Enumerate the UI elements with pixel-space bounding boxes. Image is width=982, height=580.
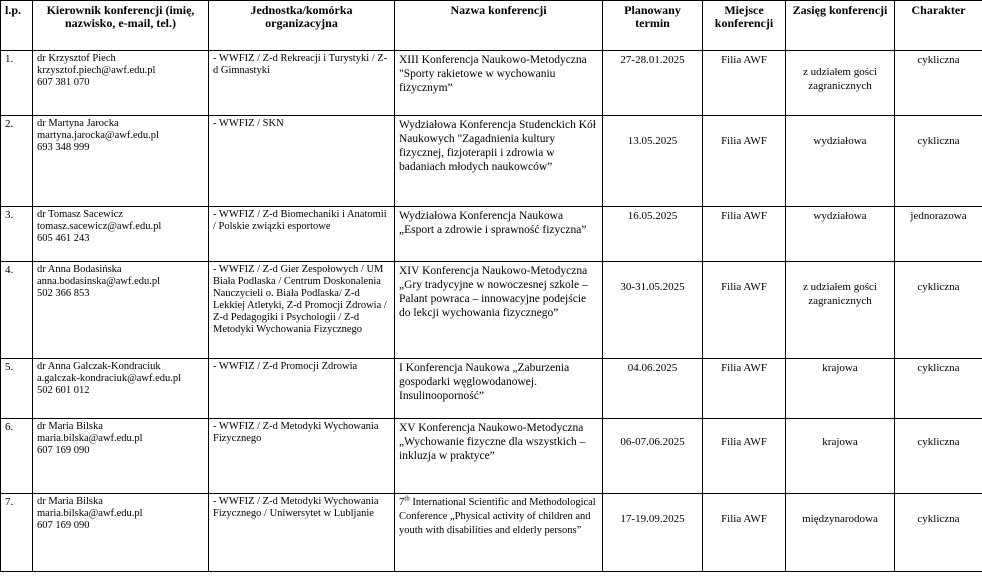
conference-scope: wydziałowa [786,207,895,262]
conference-place: Filia AWF [703,207,786,262]
header-zasieg: Zasięg konferencji [786,1,895,51]
table-row [1,262,982,359]
header-jednostka: Jednostka/komórka organizacyjna [209,1,395,51]
unit-cell: - WWFIZ / Z-d Promocji Zdrowia [209,359,395,419]
unit-cell: - WWFIZ / SKN [209,116,395,207]
unit-cell: - WWFIZ / Z-d Biomechaniki i Anatomii / Polskie związki esportowe [209,207,395,262]
conference-place: Filia AWF [703,359,786,419]
table-row [1,207,982,262]
organizer-name: dr Anna Galczak-Kondraciuk [37,361,161,372]
header-lp: l.p. [1,1,33,51]
row-number: 1. [1,51,33,116]
row-number: 2. [1,116,33,207]
conference-scope: krajowa [786,359,895,419]
unit-cell: - WWFIZ / Z-d Gier Zespołowych / UM Biała Podlaska / Centrum Doskonalenia Nauczycieli o. Biała Podlaska/ Z-d Lekkiej Atletyki, Z-d Promocji Zdrowia / Z-d Pedagogiki i Psychologii / Z-d Metodyki Wychowania Fizycznego [209,262,395,359]
organizer-email: krzysztof.piech@awf.edu.pl [37,65,156,76]
conference-title: International Scientific and Methodological Conference „Physical activity of children and youth with disabilities and elderly persons” [399,497,596,536]
conference-name: XIII Konferencja Naukowo-Metodyczna "Sporty rakietowe w wychowaniu fizycznym” [395,51,603,116]
organizer-email: a.galczak-kondraciuk@awf.edu.pl [37,373,182,384]
planned-date: 06-07.06.2025 [603,419,703,494]
organizer-cell [33,51,209,116]
conference-name: Wydziałowa Konferencja Naukowa „Esport a zdrowie i sprawność fizyczna” [395,207,603,262]
conference-character: cykliczna [895,116,982,207]
unit-cell: - WWFIZ / Z-d Metodyki Wychowania Fizycznego / Uniwersytet w Lublјanie [209,494,395,572]
organizer-email: martyna.jarocka@awf.edu.pl [37,130,159,141]
conference-ordinal: 7 [399,497,405,508]
table-row [1,494,982,572]
organizer-phone: 502 366 853 [37,288,90,299]
planned-date: 27-28.01.2025 [603,51,703,116]
conference-scope: z udziałem gości zagranicznych [786,51,895,116]
header-charakter: Charakter [895,1,982,51]
conference-character: cykliczna [895,262,982,359]
conference-scope: krajowa [786,419,895,494]
conference-name: XV Konferencja Naukowo-Metodyczna „Wychowanie fizyczne dla wszystkich – inkluzja w praktyce” [395,419,603,494]
organizer-cell [33,419,209,494]
organizer-name: dr Maria Bilska [37,421,103,432]
planned-date: 13.05.2025 [603,116,703,207]
planned-date: 30-31.05.2025 [603,262,703,359]
organizer-email: anna.bodasinska@awf.edu.pl [37,276,161,287]
organizer-name: dr Anna Bodasińska [37,264,122,275]
planned-date: 16.05.2025 [603,207,703,262]
conference-scope: wydziałowa [786,116,895,207]
conference-name: XIV Konferencja Naukowo-Metodyczna „Gry tradycyjne w nowoczesnej szkole – Palant powraca – innowacyjne podejście do lekcji wychowania fizycznego” [395,262,603,359]
header-row [1,1,982,51]
conference-character: cykliczna [895,494,982,572]
conference-place: Filia AWF [703,494,786,572]
organizer-email: maria.bilska@awf.edu.pl [37,433,143,444]
organizer-name: dr Martyna Jarocka [37,118,119,129]
organizer-email: maria.bilska@awf.edu.pl [37,508,143,519]
organizer-cell [33,262,209,359]
conference-character: cykliczna [895,419,982,494]
table-row [1,419,982,494]
table-row [1,116,982,207]
conference-character: cykliczna [895,51,982,116]
header-kierownik: Kierownik konferencji (imię, nazwisko, e-mail, tel.) [33,1,209,51]
organizer-phone: 607 381 070 [37,77,90,88]
row-number: 5. [1,359,33,419]
organizer-cell [33,207,209,262]
organizer-email: tomasz.sacewicz@awf.edu.pl [37,221,162,232]
conference-ordinal-suffix: th [404,494,410,503]
conference-character: cykliczna [895,359,982,419]
conference-name: I Konferencja Naukowa „Zaburzenia gospodarki węglowodanowej. Insulinooporność” [395,359,603,419]
row-number: 3. [1,207,33,262]
conference-scope: międzynarodowa [786,494,895,572]
conference-name [395,494,603,572]
unit-cell: - WWFIZ / Z-d Rekreacji i Turystyki / Z-d Gimnastyki [209,51,395,116]
header-termin: Planowany termin [603,1,703,51]
table-row [1,51,982,116]
conference-place: Filia AWF [703,116,786,207]
conference-scope: z udziałem gości zagranicznych [786,262,895,359]
organizer-phone: 605 461 243 [37,233,90,244]
organizer-phone: 607 169 090 [37,445,90,456]
header-nazwa: Nazwa konferencji [395,1,603,51]
organizer-phone: 693 348 999 [37,142,90,153]
organizer-name: dr Krzysztof Piech [37,53,116,64]
table-row [1,359,982,419]
conference-place: Filia AWF [703,51,786,116]
organizer-name: dr Tomasz Sacewicz [37,209,123,220]
header-miejsce: Miejsce konferencji [703,1,786,51]
conference-place: Filia AWF [703,262,786,359]
organizer-name: dr Maria Bilska [37,496,103,507]
organizer-cell [33,494,209,572]
planned-date: 17-19.09.2025 [603,494,703,572]
conference-name: Wydziałowa Konferencja Studenckich Kół Naukowych "Zagadnienia kultury fizycznej, fizjoterapii i zdrowia w badaniach młodych naukowców” [395,116,603,207]
conference-place: Filia AWF [703,419,786,494]
organizer-phone: 607 169 090 [37,520,90,531]
planned-date: 04.06.2025 [603,359,703,419]
row-number: 6. [1,419,33,494]
organizer-phone: 502 601 012 [37,385,90,396]
row-number: 7. [1,494,33,572]
organizer-cell [33,359,209,419]
row-number: 4. [1,262,33,359]
organizer-cell [33,116,209,207]
unit-cell: - WWFIZ / Z-d Metodyki Wychowania Fizycznego [209,419,395,494]
conference-character: jednorazowa [895,207,982,262]
